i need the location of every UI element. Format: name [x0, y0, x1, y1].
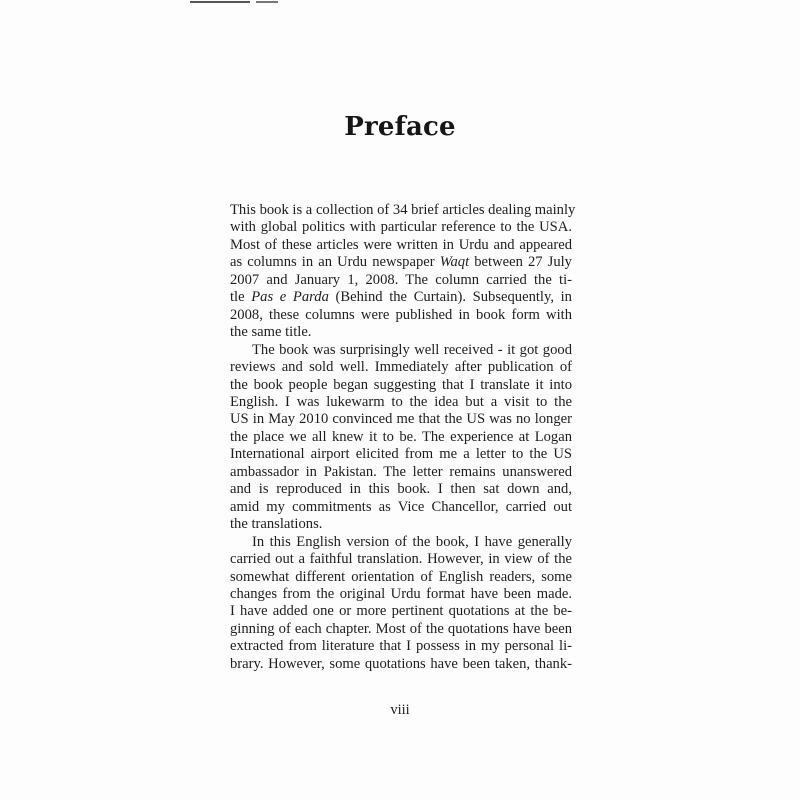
page-number: viii [390, 702, 410, 718]
text-line: the translations. [230, 516, 323, 533]
text-line: ambassador in Pakistan. The letter remains unanswered [230, 463, 572, 480]
text-line: and is reproduced in this book. I then sat down and, [230, 481, 572, 498]
text-line: the same title. [230, 324, 312, 341]
text-line: US in May 2010 convinced me that the US was no longer [230, 411, 572, 428]
text-line: with global politics with particular reference to the USA. [230, 219, 572, 236]
text-line: as columns in an Urdu newspaper Waqt between 27 July [230, 254, 572, 271]
paragraph-3 [230, 534, 572, 674]
paragraph-1 [230, 202, 576, 342]
text-line: 2007 and January 1, 2008. The column carried the ti- [230, 271, 572, 288]
text-line: I have added one or more pertinent quotations at the be- [230, 603, 572, 620]
text-line: The book was surprisingly well received - it got good [252, 341, 572, 358]
preface-body [230, 202, 576, 673]
text-line: the book people began suggesting that I translate it into [230, 376, 572, 393]
page-title: Preface [344, 112, 456, 142]
text-line: ginning of each chapter. Most of the quotations have been [230, 620, 572, 637]
text-line: changes from the original Urdu format have been made. [230, 585, 572, 602]
text-line: International airport elicited from me a letter to the US [230, 446, 572, 463]
text-line: This book is a collection of 34 brief articles dealing mainly [230, 202, 576, 218]
text-line: amid my commitments as Vice Chancellor, carried out [230, 498, 572, 515]
scan-artifact [256, 1, 278, 3]
text-line: brary. However, some quotations have been taken, thank- [230, 655, 572, 672]
text-line: 2008, these columns were published in book form with [230, 306, 572, 323]
text-line: somewhat different orientation of English readers, some [230, 568, 572, 585]
text-line: the place we all knew it to be. The experience at Logan [230, 428, 572, 445]
text-line: In this English version of the book, I have generally [252, 533, 572, 550]
text-line: reviews and sold well. Immediately after publication of [230, 359, 572, 376]
scan-artifact [190, 1, 250, 3]
text-line: English. I was lukewarm to the idea but a visit to the [230, 393, 572, 410]
text-line: extracted from literature that I possess in my personal li- [230, 638, 572, 655]
text-line: Most of these articles were written in Urdu and appeared [230, 236, 572, 253]
text-line: carried out a faithful translation. However, in view of the [230, 551, 572, 568]
text-line: tle Pas e Parda (Behind the Curtain). Subsequently, in [230, 289, 572, 306]
paragraph-2 [230, 342, 572, 534]
